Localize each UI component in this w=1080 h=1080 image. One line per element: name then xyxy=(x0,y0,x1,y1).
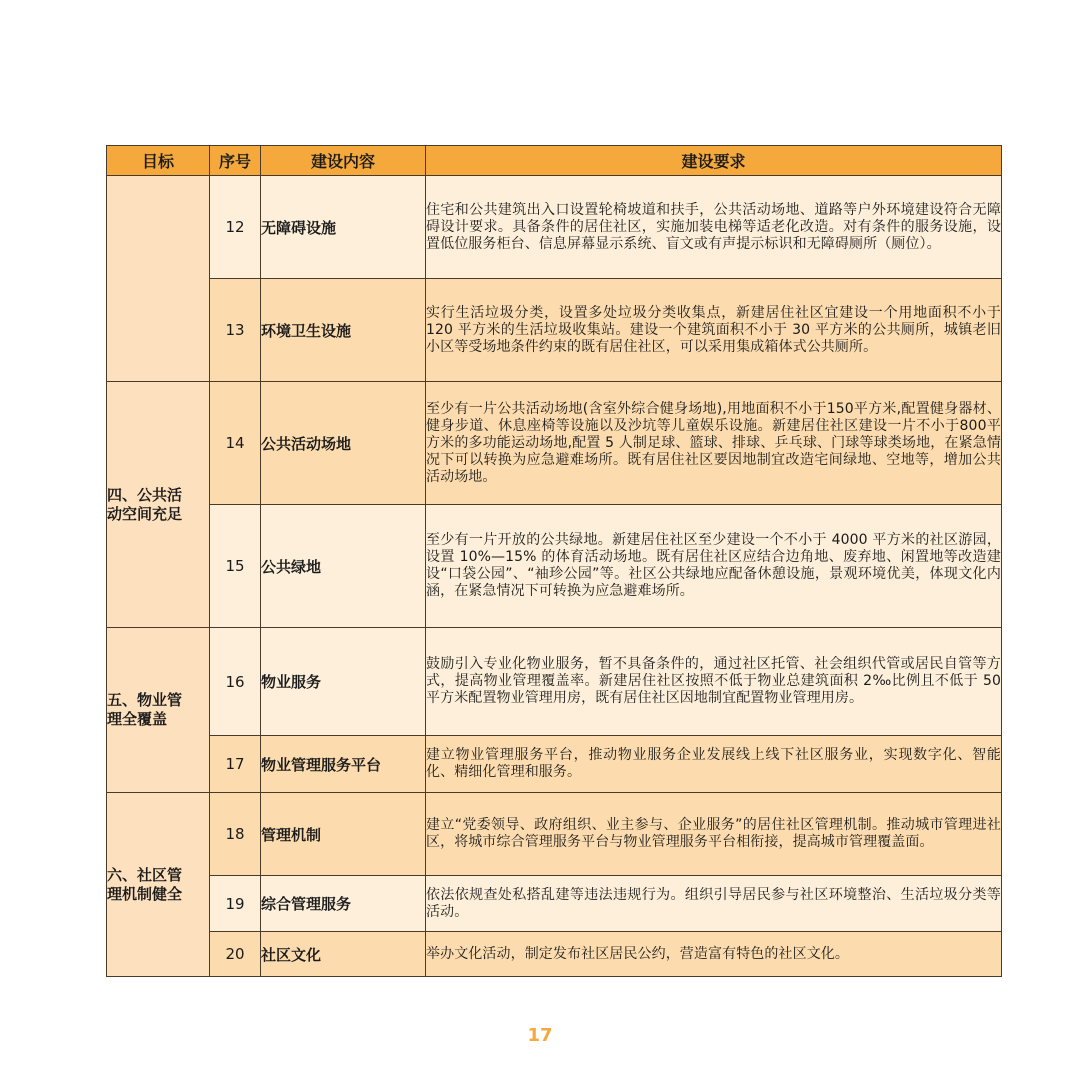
row-content: 公共活动场地 xyxy=(261,382,426,505)
table-row xyxy=(107,505,1002,628)
construction-requirements-table xyxy=(106,145,1002,977)
table-row xyxy=(107,736,1002,793)
goal-cell-continued xyxy=(107,176,210,382)
row-requirement: 住宅和公共建筑出入口设置轮椅坡道和扶手，公共活动场地、道路等户外环境建设符合无障碍设计要求。具备条件的居住社区，实施加装电梯等适老化改造。对有条件的服务设施，设置低位服务柜台、信息屏幕显示系统、盲文或有声提示标识和无障碍厕所（厕位）。 xyxy=(426,176,1002,279)
header-requirement: 建设要求 xyxy=(426,146,1002,176)
row-number: 14 xyxy=(210,382,261,505)
table-row xyxy=(107,382,1002,505)
table-row xyxy=(107,876,1002,932)
row-number: 16 xyxy=(210,628,261,736)
row-requirement: 建立物业管理服务平台，推动物业服务企业发展线上线下社区服务业，实现数字化、智能化、精细化管理和服务。 xyxy=(426,736,1002,793)
row-number: 18 xyxy=(210,793,261,876)
row-requirement: 实行生活垃圾分类，设置多处垃圾分类收集点，新建居住社区宜建设一个用地面积不小于 120 平方米的生活垃圾收集站。建设一个建筑面积不小于 30 平方米的公共厕所，城镇老旧小区等受场地条件约束的既有居住社区，可以采用集成箱体式公共厕所。 xyxy=(426,279,1002,382)
table-header-row xyxy=(107,146,1002,176)
row-content: 物业服务 xyxy=(261,628,426,736)
goal-cell xyxy=(107,382,210,628)
goal-label: 六、社区管理机制健全 xyxy=(107,865,183,903)
table-row xyxy=(107,932,1002,977)
row-requirement: 依法依规查处私搭乱建等违法违规行为。组织引导居民参与社区环境整治、生活垃圾分类等活动。 xyxy=(426,876,1002,932)
page-number: 17 xyxy=(527,1025,553,1046)
goal-label: 四、公共活动空间充足 xyxy=(107,485,183,523)
goal-label: 五、物业管理全覆盖 xyxy=(107,691,183,728)
row-requirement: 至少有一片开放的公共绿地。新建居住社区至少建设一个不小于 4000 平方米的社区游园，设置 10%—15% 的体育活动场地。既有居住社区应结合边角地、废弃地、闲置地等改造建设“口袋公园”、“袖珍公园”等。社区公共绿地应配备休憩设施，景观环境优美，体现文化内涵，在紧急情况下可转换为应急避难场所。 xyxy=(426,505,1002,628)
row-content: 社区文化 xyxy=(261,932,426,977)
row-content: 公共绿地 xyxy=(261,505,426,628)
table-row xyxy=(107,176,1002,279)
header-content: 建设内容 xyxy=(261,146,426,176)
table-row xyxy=(107,628,1002,736)
row-requirement: 鼓励引入专业化物业服务，暂不具备条件的，通过社区托管、社会组织代管或居民自管等方式，提高物业管理覆盖率。新建居住社区按照不低于物业总建筑面积 2‰比例且不低于 50 平方米配置物业管理用房，既有居住社区因地制宜配置物业管理用房。 xyxy=(426,628,1002,736)
row-requirement: 举办文化活动，制定发布社区居民公约，营造富有特色的社区文化。 xyxy=(426,932,1002,977)
table-row xyxy=(107,279,1002,382)
table-row xyxy=(107,793,1002,876)
row-number: 19 xyxy=(210,876,261,932)
header-number: 序号 xyxy=(210,146,261,176)
row-requirement: 至少有一片公共活动场地(含室外综合健身场地),用地面积不小于150平方米,配置健身器材、健身步道、休息座椅等设施以及沙坑等儿童娱乐设施。新建居住社区建设一片不小于800平方米的多功能运动场地,配置 5 人制足球、篮球、排球、乒乓球、门球等球类场地，在紧急情况下可以转换为应急避难场所。既有居住社区要因地制宜改造宅间绿地、空地等，增加公共活动场地。 xyxy=(426,382,1002,505)
row-content: 物业管理服务平台 xyxy=(261,736,426,793)
header-goal: 目标 xyxy=(107,146,210,176)
row-number: 20 xyxy=(210,932,261,977)
row-number: 15 xyxy=(210,505,261,628)
row-number: 13 xyxy=(210,279,261,382)
goal-cell xyxy=(107,628,210,793)
goal-cell xyxy=(107,793,210,977)
row-content: 管理机制 xyxy=(261,793,426,876)
row-requirement: 建立“党委领导、政府组织、业主参与、企业服务”的居住社区管理机制。推动城市管理进社区，将城市综合管理服务平台与物业管理服务平台相衔接，提高城市管理覆盖面。 xyxy=(426,793,1002,876)
row-number: 12 xyxy=(210,176,261,279)
row-content: 环境卫生设施 xyxy=(261,279,426,382)
row-content: 综合管理服务 xyxy=(261,876,426,932)
row-number: 17 xyxy=(210,736,261,793)
row-content: 无障碍设施 xyxy=(261,176,426,279)
